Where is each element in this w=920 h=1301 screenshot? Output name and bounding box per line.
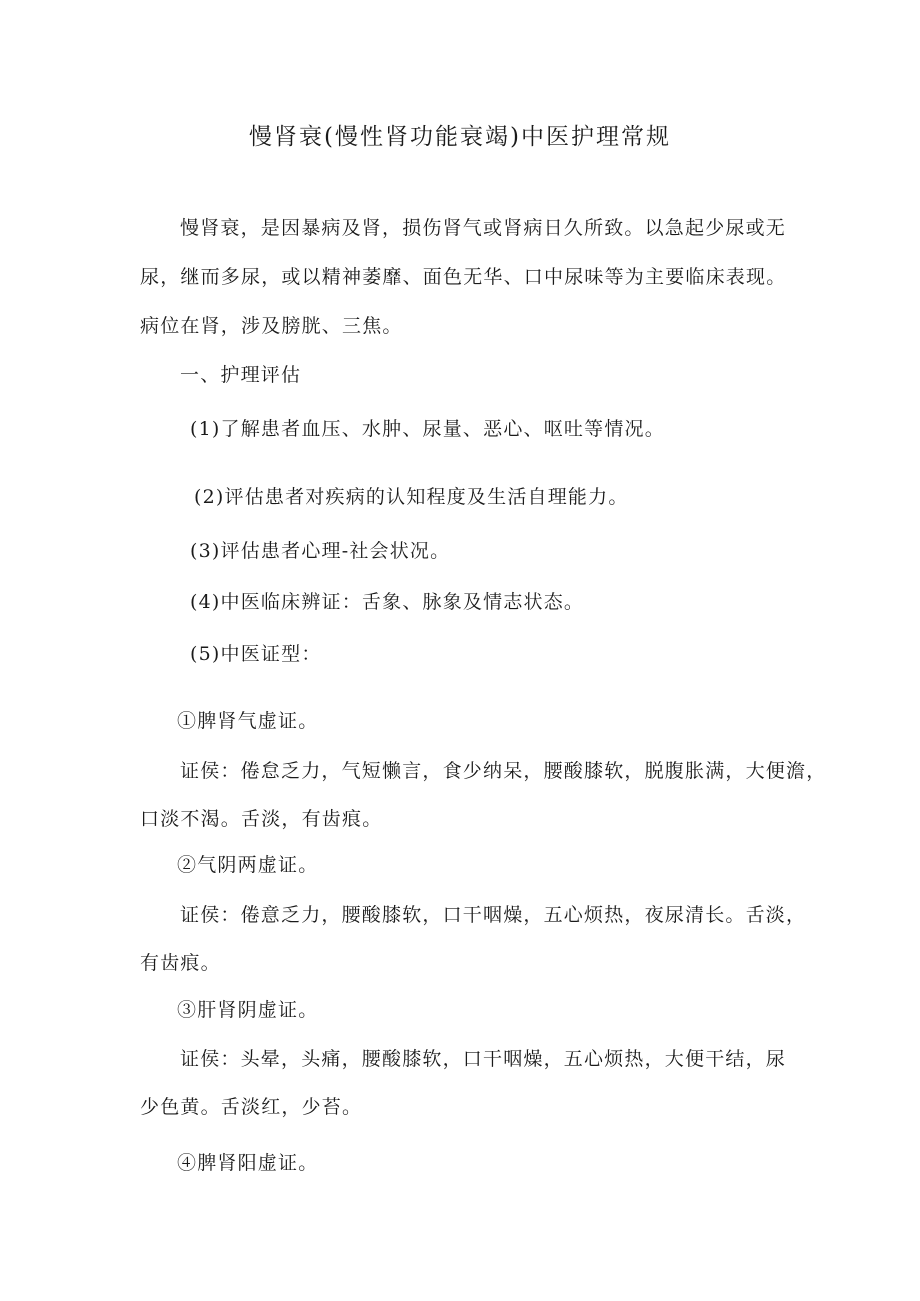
document-title: 慢肾衰(慢性肾功能衰竭)中医护理常规 (249, 124, 671, 150)
syndrome-1-name: ①脾肾气虚证。 (177, 710, 319, 732)
intro-line-2: 尿，继而多尿，或以精神萎靡、面色无华、口中尿味等为主要临床表现。 (140, 266, 787, 288)
intro-line-3: 病位在肾，涉及膀胱、三焦。 (140, 315, 403, 337)
syndrome-2-name: ②气阴两虚证。 (177, 854, 319, 876)
syndrome-1-symptoms-line-1: 证侯：倦怠乏力，气短懒言，食少纳呆，腰酸膝软，脱腹胀满，大便澹， (180, 760, 827, 782)
syndrome-2-symptoms-line-2: 有齿痕。 (140, 952, 221, 974)
syndrome-3-name: ③肝肾阴虚证。 (177, 999, 319, 1021)
syndrome-1-symptoms-line-2: 口淡不渴。舌淡，有齿痕。 (140, 808, 383, 830)
syndrome-3-symptoms-line-2: 少色黄。舌淡红，少苔。 (140, 1096, 363, 1118)
syndrome-4-name: ④脾肾阳虚证。 (177, 1152, 319, 1174)
assessment-item-1: (1)了解患者血压、水肿、尿量、恶心、呕吐等情况。 (190, 418, 665, 440)
syndrome-2-symptoms-line-1: 证侯：倦意乏力，腰酸膝软，口干咽燥，五心烦热，夜尿清长。舌淡， (180, 904, 807, 926)
section-heading-assessment: 一、护理评估 (180, 364, 302, 386)
syndrome-3-symptoms-line-1: 证侯：头晕，头痛，腰酸膝软，口干咽燥，五心烦热，大便干结，尿 (180, 1048, 787, 1070)
assessment-item-3: (3)评估患者心理-社会状况。 (190, 540, 451, 562)
assessment-item-5: (5)中医证型： (190, 643, 322, 665)
intro-line-1: 慢肾衰，是因暴病及肾，损伤肾气或肾病日久所致。以急起少尿或无 (180, 217, 787, 239)
assessment-item-2: (2)评估患者对疾病的认知程度及生活自理能力。 (194, 486, 629, 508)
assessment-item-4: (4)中医临床辨证：舌象、脉象及情志状态。 (190, 591, 585, 613)
